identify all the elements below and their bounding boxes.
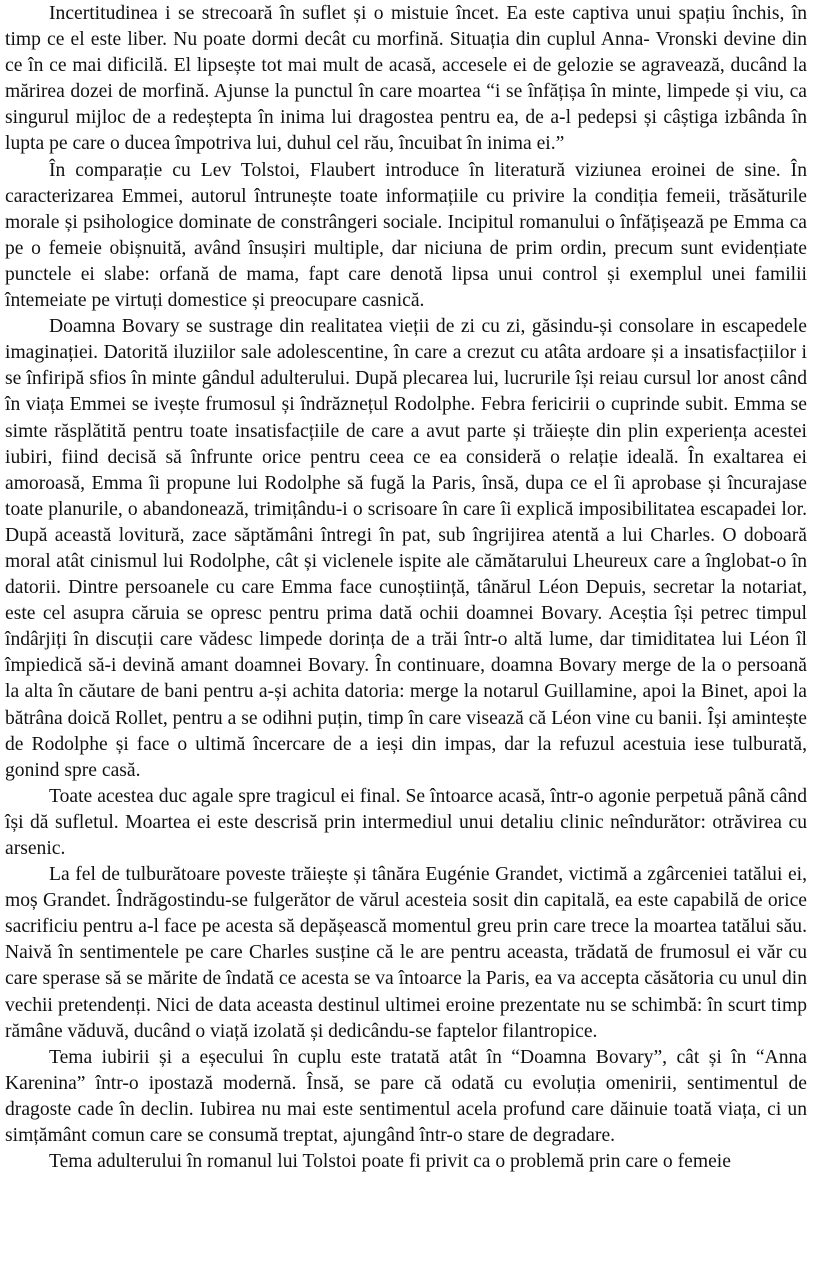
paragraph-adultery-theme: Tema adulterului în romanul lui Tolstoi poate fi privit ca o problemă prin care o femeie [49,1151,731,1173]
paragraph-bovary-escape: Doamna Bovary se sustrage din realitatea vieții de zi cu zi, găsindu-și consolare in escapedele imaginației. Datorită iluziilor sale adolescentine, în care a crezut cu atâta ardoare și a insatisfacțiilor i se înfiripă sfios în minte gândul adulterului. După plecarea lui, lucrurile își reiau cursul lor anost când în viața Emmei se ivește frumosul și îndrăznețul Rodolphe. Febra fericirii o cuprinde subit. Emma se simte răsplătită pentru toate insatisfacțiile de care a avut parte și trăiește din plin experiența acestei iubiri, fiind decisă să înfrunte orice pentru ceea ce ea consideră o relație ideală. În exaltarea ei amoroasă, Emma îi propune lui Rodolphe să fugă la Paris, însă, dupa ce el îi aprobase și încurajase toate planurile, o abandonează, trimițându-i o scrisoare în care îi explică imposibilitatea escapadei lor. După această lovitură, zace săptămâni întregi în pat, sub îngrijirea atentă a lui Charles. O doboară moral atât cinismul lui Rodolphe, cât și viclenele ispite ale cămătarului Lheureux care a înglobat-o în datorii. Dintre persoanele cu care Emma face cunoștiință, tânărul Léon Depuis, secretar la notariat, este cel asupra căruia se opresc pentru prima dată ochii doamnei Bovary. Aceștia își petrec timpul îndârjiți în discuții care vădesc limpede dorința de a trăi într-o altă lume, dar timiditatea lui Léon îl împiedică să-i devină amant doamnei Bovary. În continuare, doamna Bovary merge de la o persoană la alta în căutare de bani pentru a-și achita datoria: merge la notarul Guillamine, apoi la Binet, apoi la bătrâna doică Rollet, pentru a se odihni puțin, timp în care visează că Léon vine cu banii. Își amintește de Rodolphe și face o ultimă încercare de a ieși din impas, dar la refuzul acestuia iese tulburată, gonind spre casă. [5,316,807,781]
paragraph-love-theme: Tema iubirii și a eșecului în cuplu este tratată atât în “Doamna Bovary”, cât și în “Anna Karenina” într-o ipostază modernă. Însă, se pare că odată cu evoluția omenirii, sentimentul de dragoste cade în declin. Iubirea nu mai este sentimentul acela profund care dăinuie toată viața, ci un simțământ comun care se consumă treptat, ajungând într-o stare de degradare. [5,1046,807,1147]
paragraph-flaubert-emma: În comparație cu Lev Tolstoi, Flaubert introduce în literatură viziunea eroinei de sine. În caracterizarea Emmei, autorul întrunește toate informațiile cu privire la condiția femeii, trăsăturile morale și psihologice dominate de constrângeri sociale. Incipitul romanului o înfățișează pe Emma ca pe o femeie obișnuită, având însușiri multiple, dar niciuna de prim ordin, precum sunt evidențiate punctele ei slabe: orfană de mama, fapt care denotă lipsa unui control și exemplul unei familii întemeiate pe virtuți domestice și preocupare casnică. [5,159,807,312]
paragraph-tragic-final: Toate acestea duc agale spre tragicul ei final. Se întoarce acasă, într-o agonie perpetuă până când își dă sufletul. Moartea ei este descrisă prin intermediul unui detaliu clinic neîndurător: otrăvirea cu arsenic. [5,785,807,859]
paragraph-eugenie-grandet: La fel de tulburătoare poveste trăiește și tânăra Eugénie Grandet, victimă a zgârceniei tatălui ei, moș Grandet. Îndrăgostindu-se fulgerător de vărul acesteia sosit din capitală, ea este capabilă de orice sacrificiu pentru a-l face pe acesta să depășească momentul greu prin care trece la moartea tatălui său. Naivă în sentimentele pe care Charles susține că le are pentru aceasta, trădată de frumosul ei văr cu care sperase să se mărite de îndată ce acesta se va întoarce la Paris, ea va accepta căsătoria cu unul din vechii pretendenți. Nici de data aceasta destinul ultimei eroine prezentate nu se schimbă: în scurt timp rămâne văduvă, ducând o viață izolată și dedicându-se faptelor filantropice. [5,864,807,1042]
paragraph-anna-morphine: Incertitudinea i se strecoară în suflet și o mistuie încet. Ea este captiva unui spațiu închis, în timp ce el este liber. Nu poate dormi decât cu morfină. Situația din cuplul Anna- Vronski devine din ce în ce mai dificilă. El lipsește tot mai mult de acasă, accesele ei de gelozie se agravează, ducând la mărirea dozei de morfină. Ajunse la punctul în care moartea “i se înfățișa în minte, limpede și viu, ca singurul mijloc de a redeștepta în inima lui dragostea pentru ea, de a-l pedepsi și câștiga izbânda în lupta pe care o ducea împotriva lui, duhul cel rău, încuibat în inima ei.” [5,3,807,155]
